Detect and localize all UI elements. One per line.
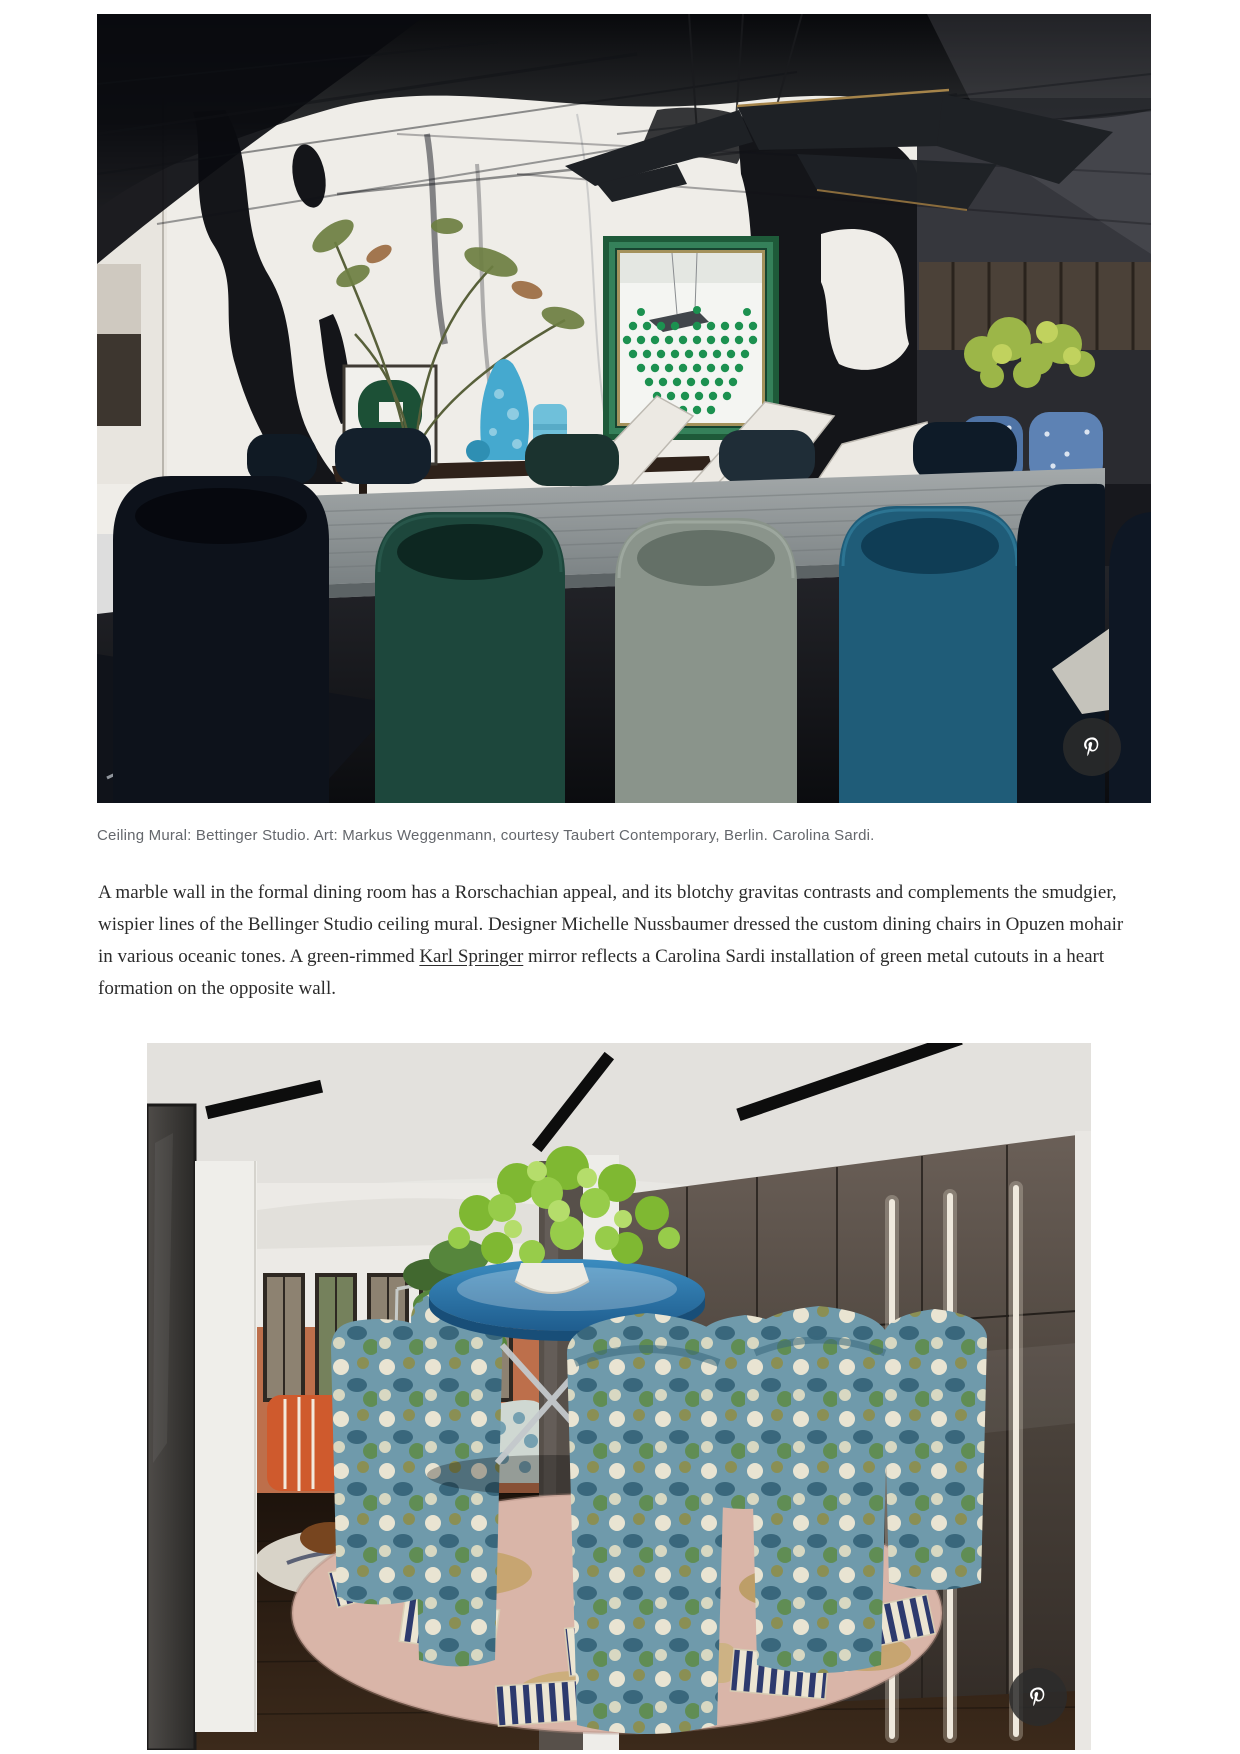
karl-springer-link[interactable]: Karl Springer xyxy=(419,946,524,967)
figure-round-dining-nook xyxy=(147,1043,1091,1750)
paragraph-text-after-link: mirror reflects a Carolina Sardi installation of green metal cutouts in a heart formation on the opposite wall. xyxy=(98,946,1105,999)
paragraph-text-before-link: A marble wall in the formal dining room has a Rorschachian appeal, and its blotchy gravitas contrasts and complements the smudgier, wispier lines of the Bellinger Studio ceiling mural. Designer Michelle Nussbaumer dressed the custom dining chairs in Opuzen mohair in various oceanic tones. A green-rimmed xyxy=(98,882,1124,967)
figure-marble-dining-room xyxy=(97,14,1151,803)
round-dining-nook-photo xyxy=(147,1043,1091,1750)
figure-caption: Ceiling Mural: Bettinger Studio. Art: Markus Weggenmann, courtesy Taubert Contemporary, Berlin. Carolina Sardi. xyxy=(97,827,875,844)
pinterest-save-button[interactable] xyxy=(1063,718,1121,776)
article-paragraph xyxy=(98,877,1126,1005)
pinterest-icon xyxy=(1025,1684,1052,1711)
pinterest-icon xyxy=(1079,734,1106,761)
marble-dining-room-photo xyxy=(97,14,1151,803)
pinterest-save-button[interactable] xyxy=(1009,1668,1067,1726)
